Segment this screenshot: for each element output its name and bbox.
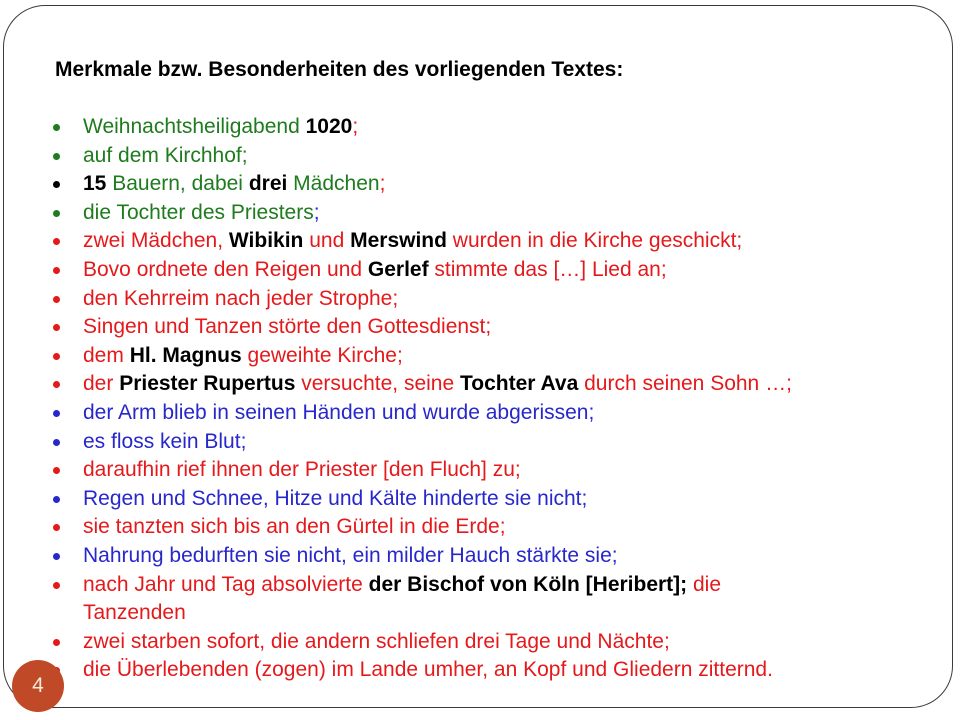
list-item: [53, 142, 905, 171]
text-run: durch seinen Sohn …;: [584, 372, 792, 396]
list-item: [53, 571, 905, 628]
bullet-dot-icon: [53, 181, 60, 188]
text-run: ;: [352, 115, 359, 138]
bullet-dot-icon: [53, 381, 60, 388]
list-item: [53, 227, 905, 256]
bullet-dot-icon: [53, 296, 60, 303]
text-run: die: [687, 572, 722, 596]
text-run: der: [83, 372, 120, 396]
text-run: nach Jahr und Tag absolvierte: [83, 572, 369, 596]
text-run: Nahrung bedurften sie nicht, ein milder Hauch stärkte sie;: [83, 543, 618, 567]
text-run: es floss kein Blut;: [83, 429, 247, 453]
text-run: Hl. Magnus: [129, 343, 248, 367]
text-run: die Überlebenden (zogen) im Lande umher, an Kopf und Gliedern zitternd.: [83, 658, 773, 682]
list-item: [53, 656, 905, 685]
text-run: der Arm blieb in seinen Händen und wurde abgerissen;: [83, 400, 595, 424]
bullet-dot-icon: [53, 353, 60, 360]
bullet-dot-icon: [53, 496, 60, 503]
text-run: geweihte Kirche;: [247, 343, 403, 367]
bullet-list: [53, 113, 905, 685]
list-item: [53, 628, 905, 657]
bullet-dot-icon: [53, 553, 60, 560]
list-item: [53, 513, 905, 542]
list-item: [53, 342, 905, 371]
text-run: Singen und Tanzen störte den Gottesdienst;: [83, 315, 492, 339]
text-run: 1020: [305, 115, 353, 138]
bullet-dot-icon: [53, 238, 60, 245]
text-run: ;: [379, 172, 386, 196]
text-run: zwei starben sofort, die andern schliefen drei Tage und Nächte;: [83, 629, 670, 653]
bullet-dot-icon: [53, 267, 60, 274]
text-run: die Tochter des Priesters: [83, 200, 314, 224]
text-run: Priester Rupertus: [119, 372, 302, 396]
slide-content: [55, 55, 915, 685]
text-run: Weihnachtsheiligabend: [83, 115, 306, 138]
page-number: 4: [32, 674, 44, 697]
bullet-dot-icon: [53, 210, 60, 217]
text-run: versuchte, seine: [301, 372, 461, 396]
text-run: daraufhin rief ihnen der Priester [den Fluch] zu;: [83, 458, 521, 482]
text-run: den Kehrreim nach jeder Strophe;: [83, 286, 399, 310]
list-item: [53, 199, 905, 228]
text-run: ;: [313, 200, 320, 224]
slide-title: Merkmale bzw. Besonderheiten des vorliegenden Textes:: [55, 58, 624, 81]
bullet-dot-icon: [53, 582, 60, 589]
list-item: [53, 285, 905, 314]
text-run: wurden in die Kirche geschickt;: [452, 229, 743, 253]
list-item: [53, 313, 905, 342]
text-run: der Bischof von Köln [Heribert];: [368, 572, 688, 596]
page-number-badge: [12, 660, 64, 712]
list-item: [53, 170, 905, 199]
bullet-dot-icon: [53, 524, 60, 531]
list-item: [53, 399, 905, 428]
text-run: auf dem Kirchhof;: [83, 143, 248, 167]
list-item: [53, 428, 905, 457]
list-item: [53, 456, 905, 485]
bullet-dot-icon: [53, 124, 60, 131]
text-run: dem: [83, 343, 130, 367]
list-item: [53, 485, 905, 514]
text-run: Bovo ordnete den Reigen und: [83, 257, 368, 281]
text-run: und: [309, 229, 351, 253]
text-run: 15: [83, 172, 113, 196]
list-item: [53, 113, 905, 142]
text-run: sie tanzten sich bis an den Gürtel in die Erde;: [83, 515, 506, 539]
text-run: Mädchen: [293, 172, 380, 196]
text-run: drei: [248, 172, 294, 196]
text-run: Merswind: [350, 229, 453, 253]
list-item: [53, 256, 905, 285]
bullet-dot-icon: [53, 153, 60, 160]
text-run: Wibikin: [228, 229, 310, 253]
bullet-dot-icon: [53, 410, 60, 417]
bullet-dot-icon: [53, 324, 60, 331]
bullet-dot-icon: [53, 467, 60, 474]
text-run: Tochter Ava: [460, 372, 585, 396]
list-item: [53, 370, 905, 399]
text-run: Bauern, dabei: [112, 172, 249, 196]
list-item: [53, 542, 905, 571]
text-run: zwei Mädchen,: [83, 229, 229, 253]
text-run: Tanzenden: [83, 601, 186, 625]
bullet-dot-icon: [53, 639, 60, 646]
text-run: Gerlef: [367, 257, 435, 281]
text-run: stimmte das […] Lied an;: [434, 257, 667, 281]
text-run: Regen und Schnee, Hitze und Kälte hinderte sie nicht;: [83, 486, 588, 510]
bullet-dot-icon: [53, 439, 60, 446]
